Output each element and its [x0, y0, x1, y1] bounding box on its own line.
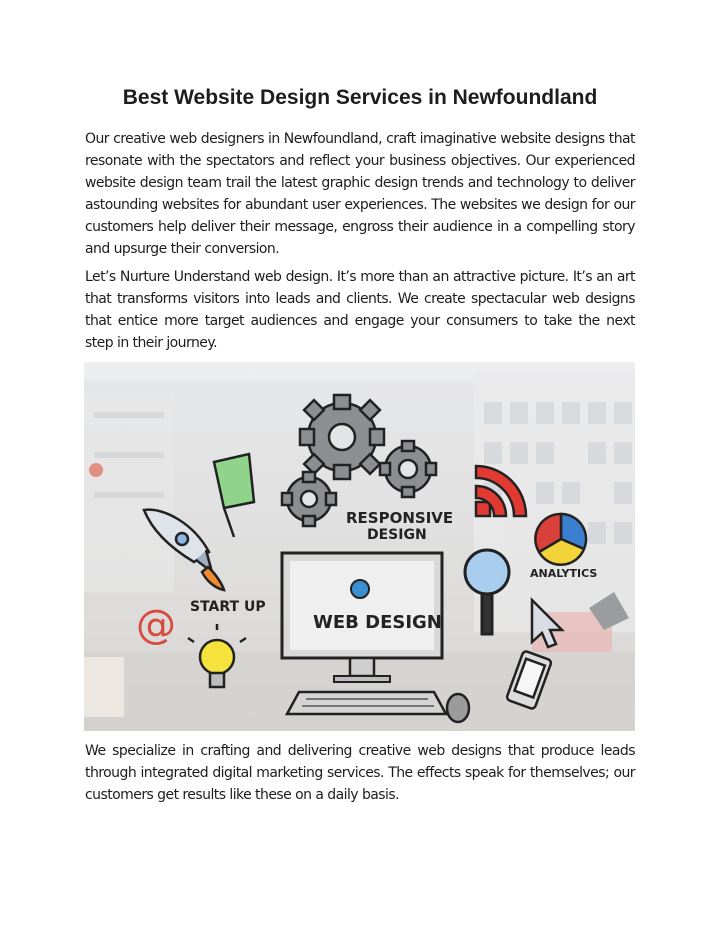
web-design-illustration: [84, 362, 635, 731]
globe-icon: [351, 580, 369, 598]
intro-paragraph: Our creative web designers in Newfoundland, craft imaginative website designs that resonate with the spectators and reflect your business objectives. Our experienced website design team trail the latest graphic design trends and technology to deliver astounding websites for abundant user experiences. The websites we design for our customers help deliver their message, engross their audience in a compelling story and upsurge their conversion.: [85, 131, 635, 257]
nurture-paragraph: Let’s Nurture Understand web design. It’s more than an attractive picture. It’s an art that transforms visitors into leads and clients. We create spectacular web designs that entice more target audiences and engage your consumers to take the next step in their journey.: [85, 269, 635, 351]
closing-paragraph: We specialize in crafting and delivering creative web designs that produce leads through integrated digital marketing services. The effects speak for themselves; our customers get results like these on a daily basis.: [85, 743, 635, 803]
page-title: Best Website Design Services in Newfoundland: [122, 86, 598, 109]
start-up-label: START UP: [190, 599, 266, 615]
gear-icon: [300, 395, 384, 479]
design-label: DESIGN: [367, 527, 427, 543]
pie-chart-icon: [535, 514, 586, 565]
mouse-icon: [447, 694, 469, 722]
responsive-label: RESPONSIVE: [346, 509, 454, 527]
web-design-label: WEB DESIGN: [313, 612, 442, 633]
at-sign-icon: @: [136, 602, 176, 648]
analytics-label: ANALYTICS: [530, 567, 598, 580]
keyboard-icon: [287, 692, 446, 714]
